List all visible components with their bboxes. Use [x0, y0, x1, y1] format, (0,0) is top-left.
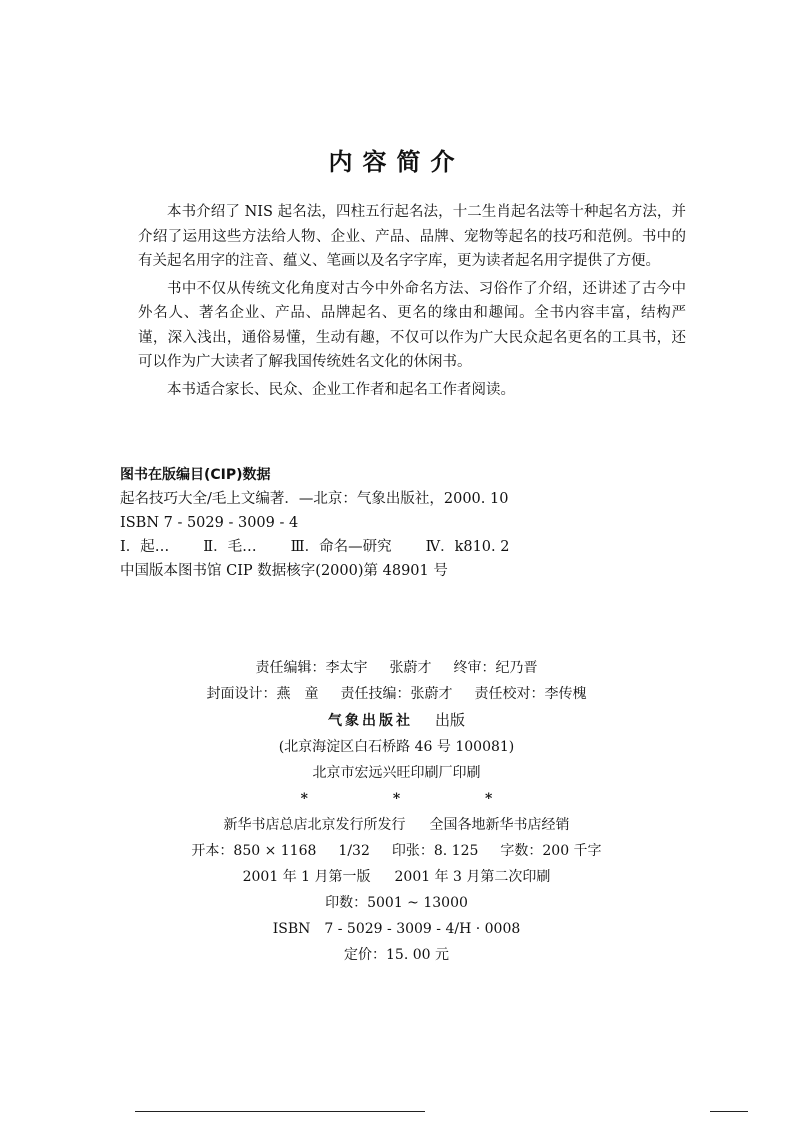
cip-class-item: Ⅳ．k810. 2 [425, 539, 510, 555]
edition-line [0, 864, 793, 890]
cip-class-item: Ⅱ．毛… [203, 539, 257, 555]
publisher-line [0, 707, 793, 734]
edition-date: 2001 年 1 月第一版 [242, 869, 371, 885]
printed-sheets: 印张：8. 125 [391, 843, 479, 859]
co-editor: 张蔚才 [389, 660, 432, 676]
cover-designer: 封面设计：燕 童 [206, 686, 319, 702]
summary-paragraph: 本书介绍了 NIS 起名法，四柱五行起名法，十二生肖起名法等十种起名方法，并介绍了运用这些方法给人物、企业、产品、品牌、宠物等起名的技巧和范例。书中的有关起名用字的注音、蕴义、笔画以及名字字库，更为读者起名用字提供了方便。 [138, 204, 686, 269]
footer-rule [710, 1111, 748, 1112]
proofreader: 责任校对：李传槐 [474, 686, 587, 702]
cip-classification [120, 535, 680, 559]
word-count: 字数：200 千字 [500, 843, 602, 859]
sellers: 全国各地新华书店经销 [429, 817, 570, 833]
full-isbn: ISBN 7 - 5029 - 3009 - 4/H · 0008 [272, 921, 521, 937]
summary-paragraph: 本书适合家长、民众、企业工作者和起名工作者阅读。 [167, 381, 515, 398]
responsible-editor: 责任编辑：李太宇 [255, 660, 368, 676]
separator-stars: * * * [300, 791, 533, 807]
cip-isbn: ISBN 7 - 5029 - 3009 - 4 [120, 515, 299, 531]
technical-editor: 责任技编：张蔚才 [340, 686, 453, 702]
price: 定价：15. 00 元 [344, 947, 449, 963]
footer-rule [135, 1111, 425, 1112]
printer-line: 北京市宏远兴旺印刷厂印刷 [312, 765, 481, 781]
format-fold: 1/32 [338, 843, 370, 859]
format-line [0, 838, 793, 864]
printing-date: 2001 年 3 月第二次印刷 [394, 869, 551, 885]
summary-paragraph: 书中不仅从传统文化角度对古今中外命名方法、习俗作了介绍，还讲述了古今中外名人、著名企业、产品、品牌起名、更名的缘由和趣闻。全书内容丰富，结构严谨，深入浅出，通俗易懂，生动有趣，不仅可以作为广大民众起名更名的工具书，还可以作为广大读者了解我国传统姓名文化的休闲书。 [138, 280, 686, 370]
page-title: 内容简介 [328, 148, 465, 176]
distribution-line [0, 812, 793, 838]
cip-data-block [120, 463, 680, 583]
cip-record-number: 中国版本图书馆 CIP 数据核字(2000)第 48901 号 [120, 563, 448, 579]
final-reviewer: 终审：纪乃晋 [453, 660, 538, 676]
credits-editors-line [0, 655, 793, 681]
cip-entry: 起名技巧大全/毛上文编著．—北京：气象出版社，2000. 10 [120, 491, 509, 507]
publisher-address: (北京海淀区白石桥路 46 号 100081) [278, 739, 515, 755]
publisher-action: 出版 [434, 711, 465, 729]
format-size: 开本：850 × 1168 [191, 843, 317, 859]
distributor: 新华书店总店北京发行所发行 [223, 817, 406, 833]
cip-heading: 图书在版编目(CIP)数据 [120, 467, 271, 483]
publication-credits [0, 655, 793, 968]
content-summary [138, 200, 686, 405]
credits-design-line [0, 681, 793, 707]
cip-class-item: Ⅲ．命名—研究 [290, 539, 392, 555]
publisher-name: 气象出版社 [327, 713, 413, 729]
print-run: 印数：5001 ~ 13000 [325, 895, 468, 911]
cip-class-item: Ⅰ．起… [120, 539, 170, 555]
